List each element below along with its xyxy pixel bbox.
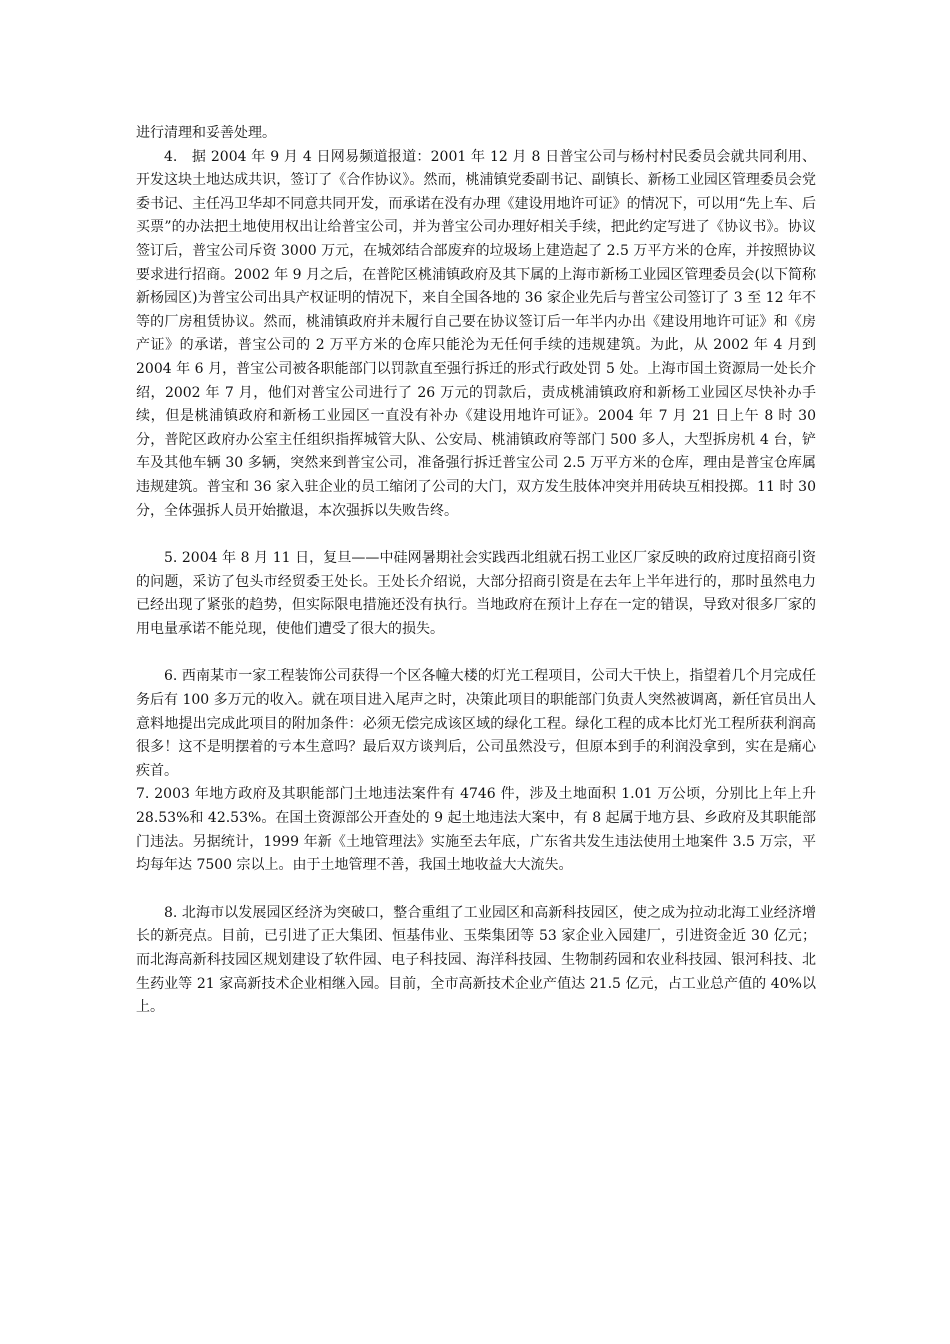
paragraph-item-6: 6. 西南某市一家工程装饰公司获得一个区各幢大楼的灯光工程项目，公司大干快上，指望着几个月完成任务后有 100 多万元的收入。就在项目进入尾声之时，决策此项目的职能部门负责人突然被调离，新任官员出人意料地提出完成此项目的附加条件：必须无偿完成该区域的绿化工程。绿化工程的成本比灯光工程所获利润高很多！这不是明摆着的亏本生意吗？最后双方谈判后，公司虽然没亏，但原本到手的利润没拿到，实在是痛心疾首。 [136, 668, 816, 779]
paragraph-gap [136, 523, 816, 547]
paragraph-gap [136, 878, 816, 902]
paragraph-item-4: 4. 据 2004 年 9 月 4 日网易频道报道：2001 年 12 月 8 日普宝公司与杨村村民委员会就共同利用、开发这块土地达成共识，签订了《合作协议》。然而，桃浦镇党委副书记、副镇长、新杨工业园区管理委员会党委书记、主任冯卫华却不同意共同开发，而承诺在没有办理《建设用地许可证》的情况下，可以用“先上车、后买票”的办法把土地使用权出让给普宝公司，并为普宝公司办理好相关手续，把此约定写进了《协议书》。协议签订后，普宝公司斥资 3000 万元，在城郊结合部废弃的垃圾场上建造起了 2.5 万平方米的仓库，并按照协议要求进行招商。2002 年 9 月之后，在普陀区桃浦镇政府及其下属的上海市新杨工业园区管理委员会(以下简称新杨园区)为普宝公司出具产权证明的情况下，来自全国各地的 36 家企业先后与普宝公司签订了 3 至 12 年不等的厂房租赁协议。然而，桃浦镇政府并未履行自己要在协议签订后一年半内办出《建设用地许可证》和《房产证》的承诺，普宝公司的 2 万平方米的仓库只能沦为无任何手续的违规建筑。为此，从 2002 年 4 月到 2004 年 6 月，普宝公司被各职能部门以罚款直至强行拆迁的形式行政处罚 5 处。上海市国土资源局一处长介绍，2002 年 7 月，他们对普宝公司进行了 26 万元的罚款后，责成桃浦镇政府和新杨工业园区尽快补办手续，但是桃浦镇政府和新杨工业园区一直没有补办《建设用地许可证》。2004 年 7 月 21 日上午 8 时 30 分，普陀区政府办公室主任组织指挥城管大队、公安局、桃浦镇政府等部门 500 多人，大型拆房机 4 台，铲车及其他车辆 30 多辆，突然来到普宝公司，准备强行拆迁普宝公司 2.5 万平方米的仓库，理由是普宝仓库属违规建筑。普宝和 36 家入驻企业的员工缩闭了公司的大门，双方发生肢体冲突并用砖块互相投掷。11 时 30 分，全体强拆人员开始撤退，本次强拆以失败告终。 [136, 148, 816, 519]
paragraph-item-5: 5. 2004 年 8 月 11 日，复旦——中硅网暑期社会实践西北组就石拐工业区厂家反映的政府过度招商引资的问题，采访了包头市经贸委王处长。王处长介绍说，大部分招商引资是在去年上半年进行的，那时虽然电力已经出现了紧张的趋势，但实际限电措施还没有执行。当地政府在预计上存在一定的错误，导致对很多厂家的用电量承诺不能兑现，使他们遭受了很大的损失。 [136, 550, 816, 637]
paragraph-continuation: 进行清理和妥善处理。 [136, 125, 276, 141]
paragraph-item-8: 8. 北海市以发展园区经济为突破口，整合重组了工业园区和高新科技园区，使之成为拉动北海工业经济增长的新亮点。目前，已引进了正大集团、恒基伟业、玉柴集团等 53 家企业入园建厂，引进资金近 30 亿元；而北海高新科技园区规划建设了软件园、电子科技园、海洋科技园、生物制药园和农业科技园、银河科技、北生药业等 21 家高新技术企业相继入园。目前，全市高新技术企业产值达 21.5 亿元，占工业总产值的 40%以上。 [136, 904, 816, 1016]
paragraph-gap [136, 641, 816, 665]
paragraph-item-7: 7. 2003 年地方政府及其职能部门土地违法案件有 4746 件，涉及土地面积 1.01 万公顷，分别比上年上升 28.53%和 42.53%。在国土资源部公开查处的 9 起土地违法大案中，有 8 起属于地方县、乡政府及其职能部门违法。另据统计，1999 年新《土地管理法》实施至去年底，广东省共发生违法使用土地案件 3.5 万宗，平均每年达 7500 宗以上。由于土地管理不善，我国土地收益大大流失。 [136, 786, 816, 874]
document-page [136, 122, 816, 1020]
